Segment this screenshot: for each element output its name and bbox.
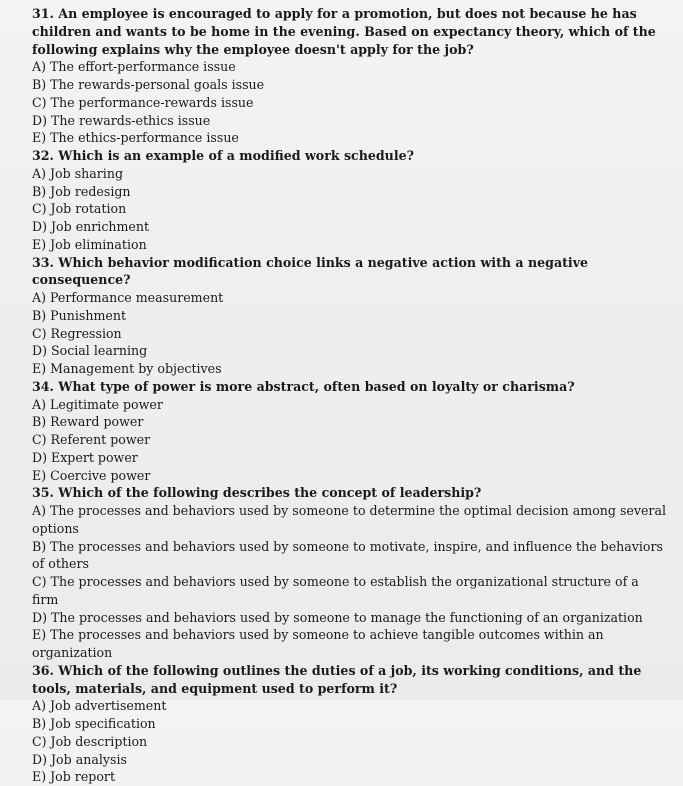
question-text: 32. Which is an example of a modified work schedule? bbox=[32, 148, 415, 163]
option-c: C) Job description bbox=[32, 733, 148, 749]
option-a: A) Job sharing bbox=[32, 165, 124, 181]
option-e: E) Coercive power bbox=[32, 467, 151, 483]
question-32 bbox=[32, 147, 669, 254]
question-text: 34. What type of power is more abstract, often based on loyalty or charisma? bbox=[32, 378, 575, 394]
option-c: C) Referent power bbox=[32, 432, 151, 447]
option-a: A) Legitimate power bbox=[32, 396, 163, 412]
option-c: C) Regression bbox=[32, 325, 122, 341]
option-a: A) Performance measurement bbox=[32, 290, 224, 305]
option-d: D) Expert power bbox=[32, 449, 138, 465]
option-e: E) Job report bbox=[32, 769, 116, 785]
question-36 bbox=[32, 662, 669, 786]
option-b: B) Job specification bbox=[32, 716, 156, 731]
option-e: E) The ethics-performance issue bbox=[32, 130, 239, 146]
option-c: C) The performance-rewards issue bbox=[32, 94, 254, 110]
option-e: E) Management by objectives bbox=[32, 361, 222, 376]
option-b: B) The processes and behaviors used by someone to motivate, inspire, and influence the behaviors of others bbox=[32, 538, 663, 572]
option-b: B) The rewards-personal goals issue bbox=[32, 77, 265, 92]
question-text: 35. Which of the following describes the concept of leadership? bbox=[32, 485, 482, 501]
option-e: E) Job elimination bbox=[32, 236, 147, 252]
question-text: 31. An employee is encouraged to apply for a promotion, but does not because he has children and wants to be home in the evening. Based on expectancy theory, which of the following explains why the employee doesn't apply for the job? bbox=[32, 6, 656, 57]
option-b: B) Punishment bbox=[32, 307, 127, 323]
question-35 bbox=[32, 484, 669, 662]
option-b: B) Reward power bbox=[32, 414, 144, 430]
question-text: 33. Which behavior modification choice links a negative action with a negative consequence? bbox=[32, 254, 589, 288]
option-a: A) Job advertisement bbox=[32, 698, 167, 714]
option-d: D) Job enrichment bbox=[32, 219, 150, 234]
option-d: D) The rewards-ethics issue bbox=[32, 112, 211, 128]
option-a: A) The effort-performance issue bbox=[32, 59, 236, 75]
option-a: A) The processes and behaviors used by someone to determine the optimal decision among several options bbox=[32, 503, 666, 536]
question-31 bbox=[32, 5, 669, 147]
option-c: C) Job rotation bbox=[32, 201, 127, 217]
question-34 bbox=[32, 378, 669, 485]
option-d: D) Social learning bbox=[32, 343, 148, 359]
question-33 bbox=[32, 254, 669, 378]
question-text: 36. Which of the following outlines the duties of a job, its working conditions, and the tools, materials, and equipment used to perform it? bbox=[32, 662, 642, 696]
option-b: B) Job redesign bbox=[32, 183, 131, 199]
option-d: D) The processes and behaviors used by someone to manage the functioning of an organization bbox=[32, 609, 643, 625]
option-c: C) The processes and behaviors used by someone to establish the organizational structure of a firm bbox=[32, 574, 639, 607]
option-d: D) Job analysis bbox=[32, 751, 127, 767]
option-e: E) The processes and behaviors used by someone to achieve tangible outcomes within an organization bbox=[32, 627, 604, 660]
